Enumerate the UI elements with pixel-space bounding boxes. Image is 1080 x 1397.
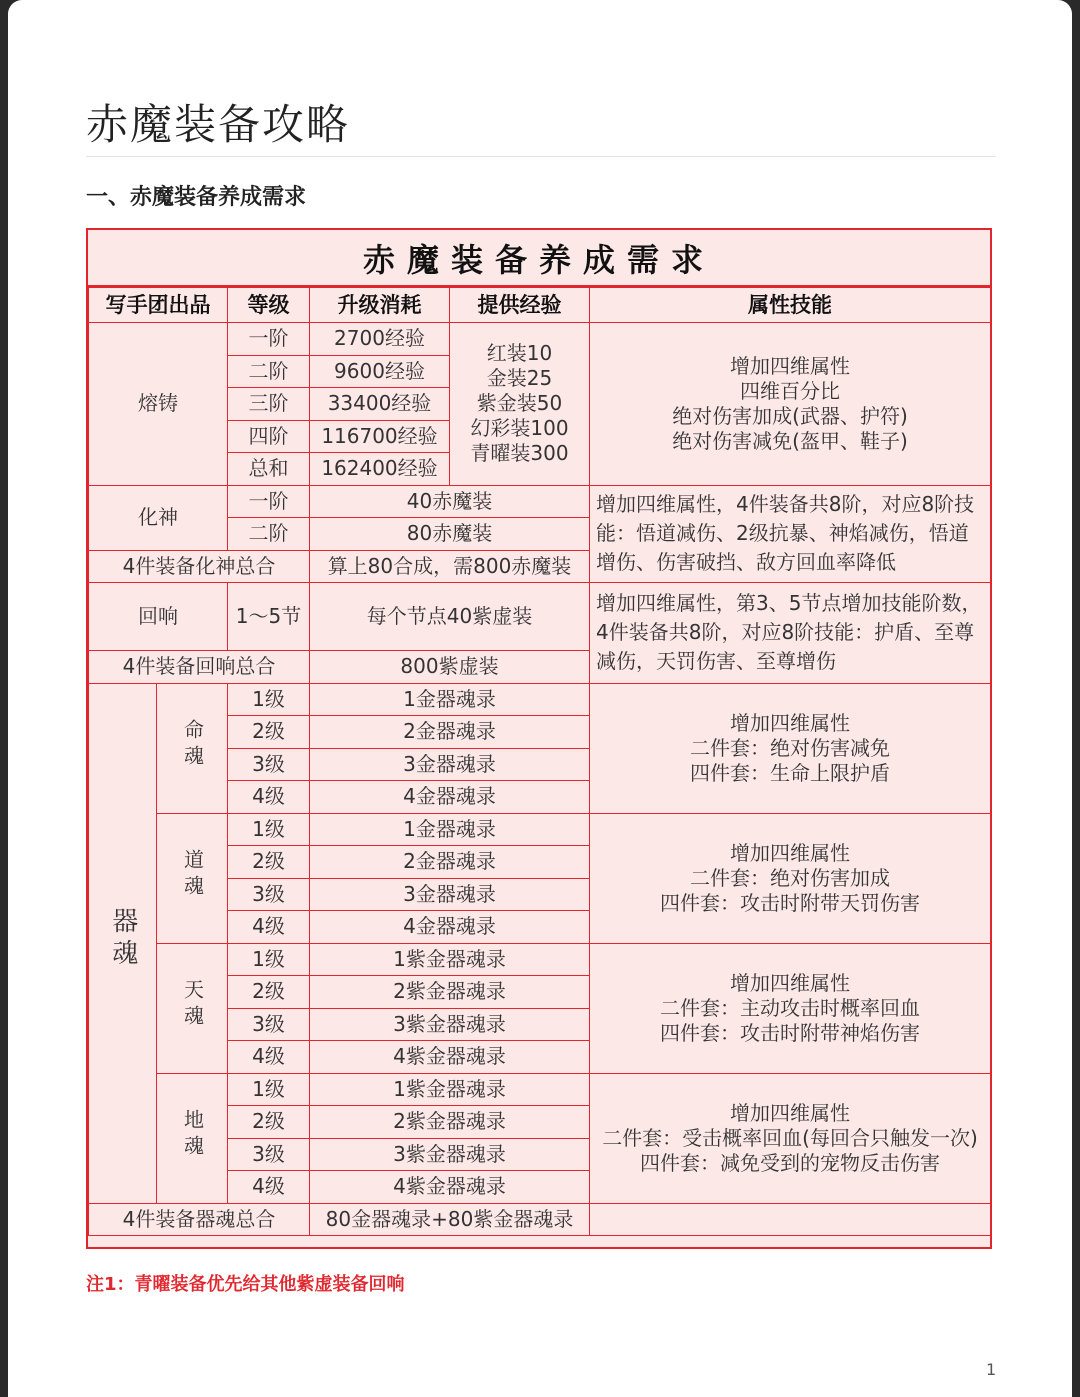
- category-label: 化神: [89, 485, 228, 550]
- cost-cell: 1金器魂录: [310, 813, 590, 846]
- cost-cell: 40赤魔装: [310, 485, 590, 518]
- sheet-title: 赤魔装备养成需求: [88, 230, 990, 287]
- level-cell: 4级: [228, 1171, 310, 1204]
- cost-cell: 116700经验: [310, 420, 450, 453]
- attr-line: 二件套：绝对伤害加成: [690, 865, 890, 890]
- exp-line: 红装10: [486, 341, 553, 366]
- cost-cell: 2紫金器魂录: [310, 1106, 590, 1139]
- cost-cell: 4金器魂录: [310, 911, 590, 944]
- cost-cell: 2700经验: [310, 323, 450, 356]
- header-cell: 等级: [228, 288, 310, 323]
- attr-cell: [590, 683, 991, 813]
- level-cell: 4级: [228, 911, 310, 944]
- subgroup-label: 地魂: [157, 1073, 228, 1203]
- table-row: [89, 943, 991, 976]
- attr-cell: 增加四维属性，4件装备共8阶，对应8阶技能：悟道减伤、2级抗暴、神焰减伤，悟道增伤、伤害破挡、敌方回血率降低: [590, 485, 991, 583]
- exp-line: 幻彩装100: [470, 416, 569, 441]
- cost-cell: 3金器魂录: [310, 748, 590, 781]
- cost-cell: 2金器魂录: [310, 846, 590, 879]
- cost-cell: 1紫金器魂录: [310, 1073, 590, 1106]
- attr-cell: [590, 943, 991, 1073]
- attr-line: 四件套：减免受到的宠物反击伤害: [640, 1150, 940, 1175]
- page-title: 赤魔装备攻略: [86, 100, 351, 149]
- attr-line: 增加四维属性: [730, 353, 850, 378]
- cost-cell: 1紫金器魂录: [310, 943, 590, 976]
- footnote: 注1：青曜装备优先给其他紫虚装备回响: [86, 1274, 405, 1295]
- empty-cell: [590, 1203, 991, 1236]
- table-row: [89, 323, 991, 356]
- level-cell: 4级: [228, 781, 310, 814]
- level-cell: 2级: [228, 976, 310, 1009]
- subgroup-label: 天魂: [157, 943, 228, 1073]
- level-cell: 1级: [228, 1073, 310, 1106]
- level-cell: 2级: [228, 716, 310, 749]
- level-cell: 3级: [228, 1008, 310, 1041]
- cost-cell: 80赤魔装: [310, 518, 590, 551]
- level-cell: 1级: [228, 683, 310, 716]
- level-cell: 4级: [228, 1041, 310, 1074]
- category-label: 器魂: [89, 683, 157, 1203]
- table-row: [89, 683, 991, 716]
- cost-cell: 4紫金器魂录: [310, 1041, 590, 1074]
- equipment-requirement-sheet: [86, 228, 992, 1249]
- level-cell: 三阶: [228, 388, 310, 421]
- level-cell: 2级: [228, 846, 310, 879]
- level-cell: 3级: [228, 748, 310, 781]
- title-divider: [86, 156, 996, 157]
- attr-line: 绝对伤害减免(盔甲、鞋子): [672, 428, 908, 453]
- attr-cell: 增加四维属性，第3、5节点增加技能阶数，4件装备共8阶，对应8阶技能：护盾、至尊减伤，天罚伤害、至尊增伤: [590, 583, 991, 684]
- page-number: 1: [986, 1360, 997, 1379]
- cost-cell: 4紫金器魂录: [310, 1171, 590, 1204]
- header-cell: 属性技能: [590, 288, 991, 323]
- document-page: [8, 0, 1072, 1397]
- attr-line: 增加四维属性: [730, 840, 850, 865]
- total-label: 4件装备回响总合: [89, 651, 310, 684]
- subgroup-label: 道魂: [157, 813, 228, 943]
- table-header-row: [89, 288, 991, 323]
- total-value: 80金器魂录+80紫金器魂录: [310, 1203, 590, 1236]
- section-heading: 一、赤魔装备养成需求: [86, 185, 307, 210]
- exp-line: 金装25: [486, 366, 553, 391]
- level-cell: 二阶: [228, 355, 310, 388]
- level-cell: 总和: [228, 453, 310, 486]
- total-value: 800紫虚装: [310, 651, 590, 684]
- level-cell: 1级: [228, 943, 310, 976]
- attr-line: 四件套：攻击时附带神焰伤害: [660, 1020, 920, 1045]
- attr-line: 四件套：攻击时附带天罚伤害: [660, 890, 920, 915]
- cost-cell: 1金器魂录: [310, 683, 590, 716]
- attr-cell: [590, 1073, 991, 1203]
- header-cell: 写手团出品: [89, 288, 228, 323]
- level-cell: 四阶: [228, 420, 310, 453]
- cost-cell: 2紫金器魂录: [310, 976, 590, 1009]
- header-cell: 提供经验: [450, 288, 590, 323]
- attr-line: 二件套：主动攻击时概率回血: [660, 995, 920, 1020]
- attr-line: 二件套：受击概率回血(每回合只触发一次): [602, 1125, 978, 1150]
- level-cell: 一阶: [228, 485, 310, 518]
- level-cell: 3级: [228, 1138, 310, 1171]
- total-label: 4件装备器魂总合: [89, 1203, 310, 1236]
- attr-line: 四维百分比: [740, 378, 840, 403]
- requirement-table: [88, 287, 991, 1236]
- level-cell: 1～5节: [228, 583, 310, 651]
- attr-line: 二件套：绝对伤害减免: [690, 735, 890, 760]
- attr-line: 增加四维属性: [730, 1100, 850, 1125]
- level-cell: 二阶: [228, 518, 310, 551]
- attr-line: 增加四维属性: [730, 710, 850, 735]
- attr-line: 增加四维属性: [730, 970, 850, 995]
- cost-cell: 33400经验: [310, 388, 450, 421]
- level-cell: 一阶: [228, 323, 310, 356]
- header-cell: 升级消耗: [310, 288, 450, 323]
- exp-cell: [450, 323, 590, 486]
- exp-line: 紫金装50: [476, 391, 563, 416]
- table-row: [89, 813, 991, 846]
- table-row: [89, 1203, 991, 1236]
- attr-line: 四件套：生命上限护盾: [690, 760, 890, 785]
- table-row: [89, 1073, 991, 1106]
- cost-cell: 2金器魂录: [310, 716, 590, 749]
- cost-cell: 4金器魂录: [310, 781, 590, 814]
- cost-cell: 9600经验: [310, 355, 450, 388]
- level-cell: 1级: [228, 813, 310, 846]
- total-value: 算上80合成，需800赤魔装: [310, 550, 590, 583]
- level-cell: 3级: [228, 878, 310, 911]
- table-row: [89, 583, 991, 651]
- attr-cell: [590, 323, 991, 486]
- cost-cell: 162400经验: [310, 453, 450, 486]
- table-row: [89, 485, 991, 518]
- subgroup-label: 命魂: [157, 683, 228, 813]
- cost-cell: 3紫金器魂录: [310, 1008, 590, 1041]
- cost-cell: 3金器魂录: [310, 878, 590, 911]
- attr-cell: [590, 813, 991, 943]
- attr-line: 绝对伤害加成(武器、护符): [672, 403, 908, 428]
- category-label: 回响: [89, 583, 228, 651]
- cost-cell: 3紫金器魂录: [310, 1138, 590, 1171]
- cost-cell: 每个节点40紫虚装: [310, 583, 590, 651]
- level-cell: 2级: [228, 1106, 310, 1139]
- exp-line: 青曜装300: [470, 441, 569, 466]
- total-label: 4件装备化神总合: [89, 550, 310, 583]
- category-label: 熔铸: [89, 323, 228, 486]
